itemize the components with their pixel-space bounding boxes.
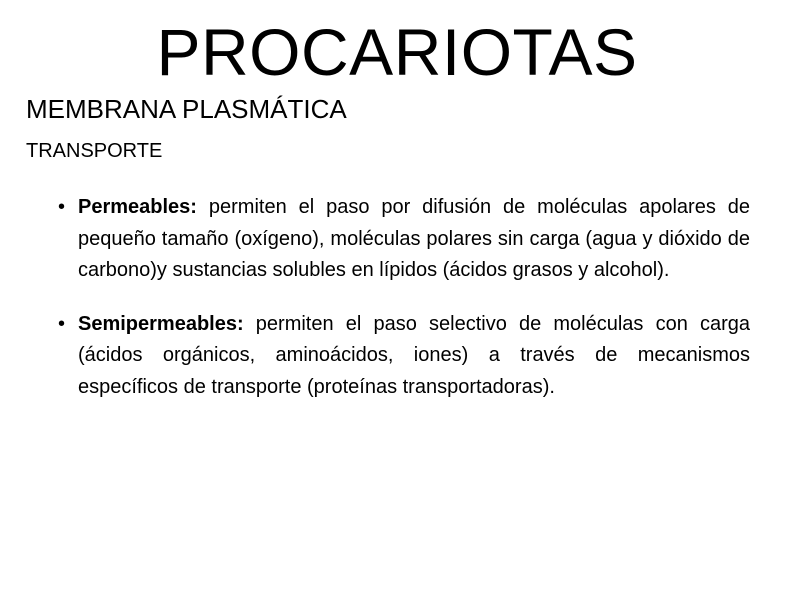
bullet-icon: • xyxy=(58,196,66,218)
bullet-icon: • xyxy=(58,312,66,335)
bullet-text: permiten el paso selectivo de moléculas con carga (ácidos orgánicos, aminoácidos, iones) a través de mecanismos específicos de transporte (proteínas transportadoras). xyxy=(78,312,750,398)
bullet-term: Semipermeables: xyxy=(78,312,244,335)
bullet-permeables xyxy=(58,192,750,287)
slide-title: PROCARIOTAS xyxy=(156,15,638,89)
section-heading: TRANSPORTE xyxy=(26,140,163,162)
slide-subtitle: MEMBRANA PLASMÁTICA xyxy=(26,94,347,124)
bullet-semipermeables xyxy=(58,309,750,404)
bullet-term: Permeables: xyxy=(78,196,197,218)
bullet-text: permiten el paso por difusión de moléculas apolares de pequeño tamaño (oxígeno), moléculas polares sin carga (agua y dióxido de carbono)y sustancias solubles en lípidos (ácidos grasos y alcohol). xyxy=(78,196,750,281)
bullet-list xyxy=(58,192,750,403)
